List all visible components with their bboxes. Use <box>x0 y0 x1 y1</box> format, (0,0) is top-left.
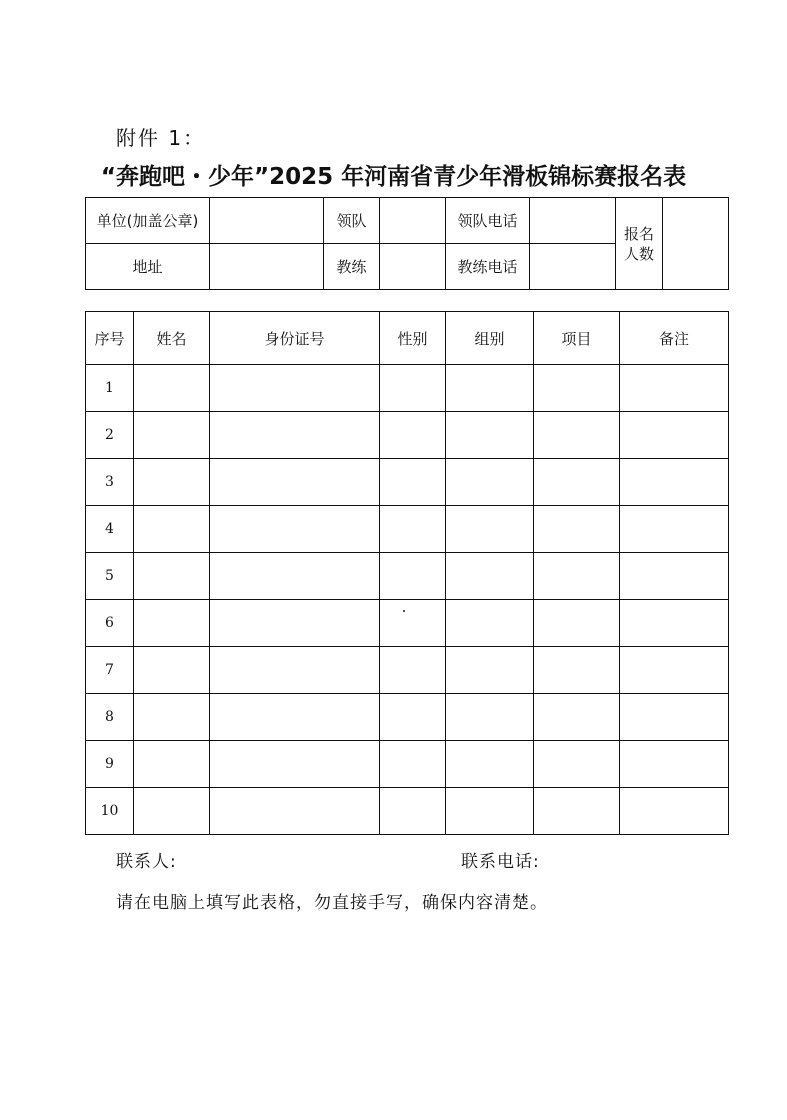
id-number-field[interactable] <box>210 506 380 553</box>
row-number: 4 <box>86 506 134 553</box>
remarks-field[interactable] <box>620 412 729 459</box>
gender-field[interactable] <box>380 459 446 506</box>
name-field[interactable] <box>134 788 210 835</box>
name-field[interactable] <box>134 412 210 459</box>
id-number-field[interactable] <box>210 459 380 506</box>
remarks-field[interactable] <box>620 459 729 506</box>
row-number: 5 <box>86 553 134 600</box>
event-field[interactable] <box>534 553 620 600</box>
row-number: 1 <box>86 365 134 412</box>
remarks-field[interactable] <box>620 647 729 694</box>
row-number: 10 <box>86 788 134 835</box>
name-field[interactable] <box>134 506 210 553</box>
name-field[interactable] <box>134 600 210 647</box>
remarks-field[interactable] <box>620 365 729 412</box>
annex-label: 附件 1： <box>116 126 206 150</box>
leader-field[interactable] <box>380 198 446 244</box>
name-field[interactable] <box>134 741 210 788</box>
registrant-count-label <box>616 198 663 290</box>
id-number-field[interactable] <box>210 365 380 412</box>
id-number-field[interactable] <box>210 600 380 647</box>
gender-field[interactable] <box>380 553 446 600</box>
id-number-field[interactable] <box>210 694 380 741</box>
gender-field[interactable] <box>380 412 446 459</box>
roster-row <box>86 365 729 412</box>
roster-row <box>86 600 729 647</box>
roster-row <box>86 506 729 553</box>
roster-row <box>86 647 729 694</box>
name-field[interactable] <box>134 694 210 741</box>
leader-phone-label: 领队电话 <box>446 198 530 244</box>
header-event: 项目 <box>534 312 620 365</box>
athlete-roster-table <box>85 311 729 835</box>
event-field[interactable] <box>534 600 620 647</box>
event-field[interactable] <box>534 647 620 694</box>
event-field[interactable] <box>534 365 620 412</box>
row-number: 6 <box>86 600 134 647</box>
name-field[interactable] <box>134 365 210 412</box>
gender-field[interactable] <box>380 600 446 647</box>
event-field[interactable] <box>534 506 620 553</box>
form-title: “奔跑吧・少年”2025 年河南省青少年滑板锦标赛报名表 <box>100 164 687 190</box>
leader-phone-field[interactable] <box>530 198 616 244</box>
remarks-field[interactable] <box>620 553 729 600</box>
registrant-count-label-text: 报名 人数 <box>623 224 654 263</box>
roster-row <box>86 553 729 600</box>
row-number: 8 <box>86 694 134 741</box>
remarks-field[interactable] <box>620 741 729 788</box>
row-number: 7 <box>86 647 134 694</box>
remarks-field[interactable] <box>620 788 729 835</box>
event-field[interactable] <box>534 694 620 741</box>
contact-person-label: 联系人: <box>116 852 177 872</box>
leader-label: 领队 <box>324 198 380 244</box>
header-serial: 序号 <box>86 312 134 365</box>
name-field[interactable] <box>134 553 210 600</box>
id-number-field[interactable] <box>210 741 380 788</box>
name-field[interactable] <box>134 459 210 506</box>
event-field[interactable] <box>534 412 620 459</box>
scan-speck <box>403 610 405 612</box>
group-field[interactable] <box>446 788 534 835</box>
roster-row <box>86 694 729 741</box>
header-gender: 性别 <box>380 312 446 365</box>
registrant-count-field[interactable] <box>663 198 729 290</box>
gender-field[interactable] <box>380 694 446 741</box>
group-field[interactable] <box>446 412 534 459</box>
header-name: 姓名 <box>134 312 210 365</box>
group-field[interactable] <box>446 553 534 600</box>
row-number: 2 <box>86 412 134 459</box>
registration-info-table <box>85 197 729 290</box>
address-label: 地址 <box>86 244 210 290</box>
event-field[interactable] <box>534 741 620 788</box>
address-field[interactable] <box>210 244 324 290</box>
remarks-field[interactable] <box>620 694 729 741</box>
coach-phone-label: 教练电话 <box>446 244 530 290</box>
header-id-number: 身份证号 <box>210 312 380 365</box>
group-field[interactable] <box>446 506 534 553</box>
header-group: 组别 <box>446 312 534 365</box>
id-number-field[interactable] <box>210 647 380 694</box>
roster-row <box>86 788 729 835</box>
coach-field[interactable] <box>380 244 446 290</box>
gender-field[interactable] <box>380 741 446 788</box>
event-field[interactable] <box>534 788 620 835</box>
id-number-field[interactable] <box>210 788 380 835</box>
roster-row <box>86 741 729 788</box>
roster-header-row <box>86 312 729 365</box>
group-field[interactable] <box>446 600 534 647</box>
remarks-field[interactable] <box>620 506 729 553</box>
unit-field[interactable] <box>210 198 324 244</box>
gender-field[interactable] <box>380 506 446 553</box>
group-field[interactable] <box>446 647 534 694</box>
event-field[interactable] <box>534 459 620 506</box>
group-field[interactable] <box>446 741 534 788</box>
group-field[interactable] <box>446 365 534 412</box>
id-number-field[interactable] <box>210 553 380 600</box>
id-number-field[interactable] <box>210 412 380 459</box>
unit-label: 单位(加盖公章) <box>86 198 210 244</box>
gender-field[interactable] <box>380 647 446 694</box>
remarks-field[interactable] <box>620 600 729 647</box>
row-number: 9 <box>86 741 134 788</box>
fill-instruction-note: 请在电脑上填写此表格，勿直接手写，确保内容清楚。 <box>116 893 548 913</box>
group-field[interactable] <box>446 459 534 506</box>
coach-phone-field[interactable] <box>530 244 616 290</box>
gender-field[interactable] <box>380 365 446 412</box>
contact-phone-label: 联系电话: <box>461 852 540 872</box>
coach-label: 教练 <box>324 244 380 290</box>
gender-field[interactable] <box>380 788 446 835</box>
name-field[interactable] <box>134 647 210 694</box>
row-number: 3 <box>86 459 134 506</box>
roster-row <box>86 412 729 459</box>
group-field[interactable] <box>446 694 534 741</box>
roster-row <box>86 459 729 506</box>
header-remarks: 备注 <box>620 312 729 365</box>
